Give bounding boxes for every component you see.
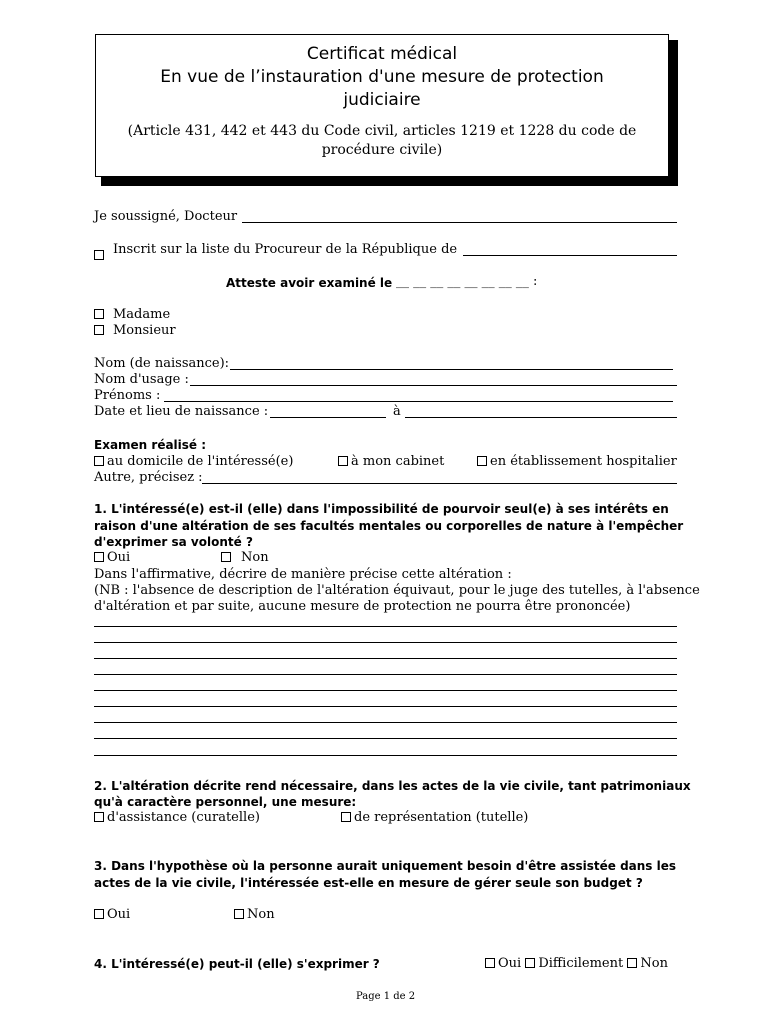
q1-line-1: 1. L'intéressé(e) est-il (elle) dans l'impossibilité de pourvoir seul(e) à ses intérêts en <box>94 502 669 516</box>
q1-answer-line-7[interactable] <box>94 722 677 723</box>
q1-line-3: d'exprimer sa volonté ? <box>94 535 253 549</box>
checkbox-icon <box>221 552 231 562</box>
q1-answer-line-4[interactable] <box>94 674 677 675</box>
subtitle-line-2: procédure civile) <box>321 142 443 158</box>
registered-checkbox[interactable] <box>94 245 109 264</box>
q4-no-option[interactable] <box>627 956 668 971</box>
checkbox-icon <box>338 456 348 466</box>
monsieur-label: Monsieur <box>113 323 176 338</box>
q3-line-1: 3. Dans l'hypothèse où la personne aurait uniquement besoin d'être assistée dans les <box>94 859 677 873</box>
q1-answer-line-3[interactable] <box>94 658 677 659</box>
q1-no-option[interactable] <box>221 550 269 566</box>
page-footer: Page 1 de 2 <box>356 991 416 1002</box>
monsieur-option[interactable] <box>94 323 176 339</box>
checkbox-icon <box>94 250 104 260</box>
usage-name-field[interactable] <box>190 373 677 386</box>
madame-label: Madame <box>113 307 171 322</box>
usage-name-label: Nom d'usage : <box>94 372 189 387</box>
birth-date-place-label: Date et lieu de naissance : <box>94 404 269 419</box>
q2-line-2: qu'à caractère personnel, une mesure: <box>94 795 357 809</box>
q2-representation-label: de représentation (tutelle) <box>354 810 529 825</box>
subtitle-line-1: (Article 431, 442 et 443 du Code civil, articles 1219 et 1228 du code de <box>127 123 637 139</box>
q3-yes-label: Oui <box>107 907 131 922</box>
exam-option-home-label: au domicile de l'intéressé(e) <box>107 454 294 469</box>
q1-answer-line-8[interactable] <box>94 738 677 739</box>
checkbox-icon <box>94 812 104 822</box>
q4-difficult-label: Difficilement <box>538 956 624 971</box>
q1-line-2: raison d'une altération de ses facultés mentales ou corporelles de nature à l'empêcher <box>94 519 684 533</box>
checkbox-icon <box>525 958 535 968</box>
checkbox-icon <box>94 456 104 466</box>
q1-no-label: Non <box>241 550 269 565</box>
q1-yes-label: Oui <box>107 550 131 565</box>
q2-representation-option[interactable] <box>341 810 528 826</box>
registered-label: Inscrit sur la liste du Procureur de la République de <box>113 242 458 257</box>
birth-date-field[interactable] <box>270 405 386 418</box>
checkbox-icon <box>627 958 637 968</box>
q4-no-label: Non <box>640 956 668 971</box>
checkbox-icon <box>94 309 104 319</box>
title-line-1: Certificat médical <box>306 44 458 64</box>
q1-answer-line-6[interactable] <box>94 706 677 707</box>
at-label: à <box>393 404 401 419</box>
exam-option-hospital-label: en établissement hospitalier <box>490 454 677 469</box>
attest-date-field[interactable]: __ __ __ __ __ __ __ __ : <box>396 274 538 289</box>
q1-answer-line-5[interactable] <box>94 690 677 691</box>
checkbox-icon <box>477 456 487 466</box>
checkbox-icon <box>485 958 495 968</box>
first-names-field[interactable] <box>164 389 673 402</box>
q1-answer-line-9[interactable] <box>94 755 677 756</box>
q3-no-label: Non <box>247 907 275 922</box>
checkbox-icon <box>341 812 351 822</box>
q2-assistance-option[interactable] <box>94 810 260 826</box>
doctor-label: Je soussigné, Docteur <box>94 209 238 224</box>
q1-yes-option[interactable] <box>94 550 130 566</box>
title-line-3: judiciaire <box>343 90 421 110</box>
title-line-2: En vue de l’instauration d'une mesure de protection <box>160 67 604 87</box>
checkbox-icon <box>94 552 104 562</box>
first-names-label: Prénoms : <box>94 388 161 403</box>
header-box <box>95 34 669 177</box>
q1-detail-3: d'altération et par suite, aucune mesure de protection ne pourra être prononcée) <box>94 599 631 614</box>
doctor-name-field[interactable] <box>242 210 677 223</box>
q4-difficult-option[interactable] <box>525 956 623 971</box>
q1-answer-line-2[interactable] <box>94 642 677 643</box>
q1-detail-2: (NB : l'absence de description de l'altération équivaut, pour le juge des tutelles, à l'absence <box>94 583 700 598</box>
q1-answer-line-1[interactable] <box>94 626 677 627</box>
q1-detail-1: Dans l'affirmative, décrire de manière précise cette altération : <box>94 567 512 582</box>
birth-place-field[interactable] <box>405 405 677 418</box>
exam-other-field[interactable] <box>202 471 677 484</box>
q3-yes-option[interactable] <box>94 907 130 923</box>
prosecutor-city-field[interactable] <box>463 243 677 256</box>
q4-yes-label: Oui <box>498 956 522 971</box>
q4-line: 4. L'intéressé(e) peut-il (elle) s'exprimer ? <box>94 957 380 971</box>
madame-option[interactable] <box>94 307 170 323</box>
checkbox-icon <box>94 325 104 335</box>
q3-no-option[interactable] <box>234 907 275 923</box>
exam-option-office[interactable] <box>338 454 444 470</box>
q4-options <box>485 956 668 972</box>
attest-label: Atteste avoir examiné le <box>226 276 393 290</box>
exam-option-home[interactable] <box>94 454 293 470</box>
q2-line-1: 2. L'altération décrite rend nécessaire, dans les actes de la vie civile, tant patrimoniaux <box>94 779 691 793</box>
q3-line-2: actes de la vie civile, l'intéressée est-elle en mesure de gérer seule son budget ? <box>94 876 643 890</box>
birth-name-field[interactable] <box>230 357 673 370</box>
q2-assistance-label: d'assistance (curatelle) <box>107 810 260 825</box>
birth-name-label: Nom (de naissance): <box>94 356 230 371</box>
checkbox-icon <box>94 909 104 919</box>
q4-yes-option[interactable] <box>485 956 521 971</box>
checkbox-icon <box>234 909 244 919</box>
exam-option-office-label: à mon cabinet <box>351 454 445 469</box>
exam-other-label: Autre, précisez : <box>94 470 203 485</box>
exam-heading: Examen réalisé : <box>94 438 207 452</box>
exam-option-hospital[interactable] <box>477 454 677 470</box>
